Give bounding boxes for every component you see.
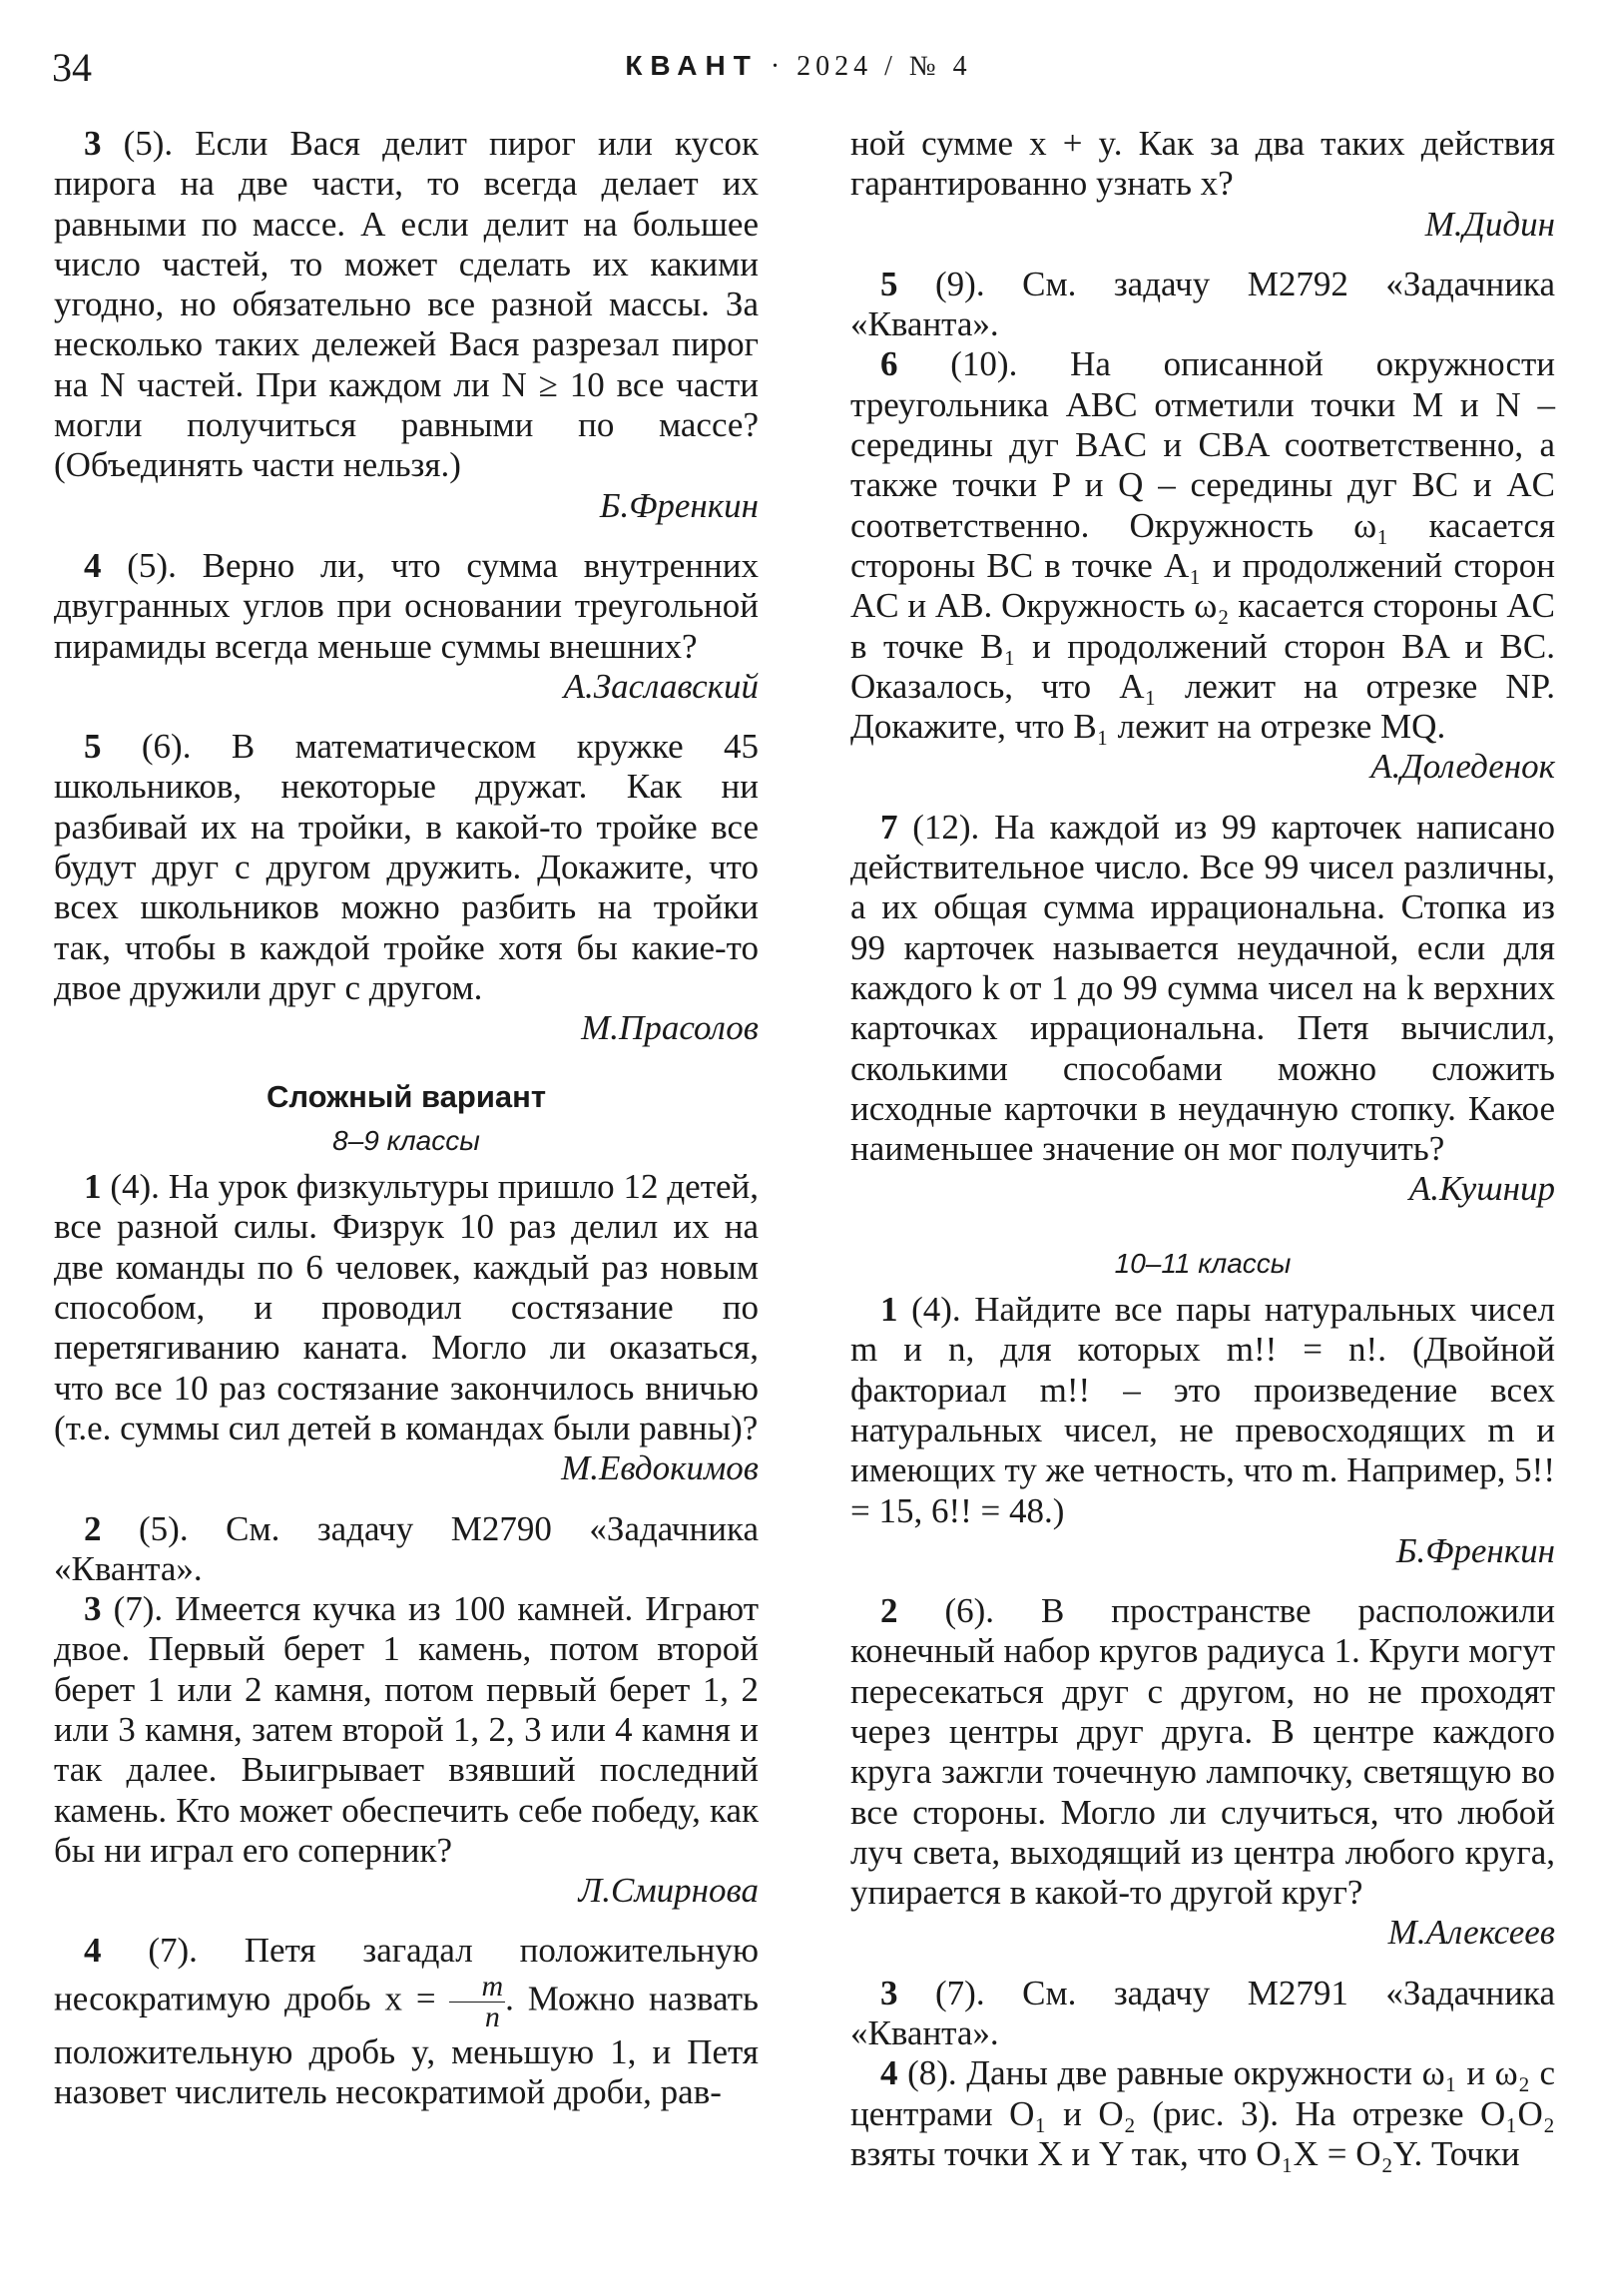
problem-text: Петя загадал положительную несократимую дробь x = (54, 1931, 760, 2018)
problem-text: Даны две равные окружности ω₁ и ω₂ с центрами O₁ и O₂ (рис. 3). На отрезке O₁O₂ взяты точки X и Y так, что O₁X = O₂Y. Точки (850, 2053, 1556, 2173)
problem-points: (7). (935, 1973, 985, 2012)
problem-points: (6). (944, 1591, 994, 1631)
problem (54, 1931, 759, 2112)
issue-number: · 2024 / № 4 (770, 51, 972, 82)
problem-text: В пространстве расположили конечный набор кругов радиуса 1. Круги могут пересекаться друг с другом, но не проходят через центры друг друга. В центре каждого круга зажгли точечную лампочку, светящую во все стороны. Могло ли случиться, что любой луч света, выходящий из центра любого круга, упирается в какой-то другой круг? (850, 1591, 1556, 1913)
problem-points: (7). (148, 1931, 198, 1971)
problem-text: На каждой из 99 карточек написано действительное число. Все 99 чисел различны, а их общая сумма иррациональна. Стопка из 99 карточек называется неудачной, если для каждого k от 1 до 99 сумма чисел на k верхних карточках иррациональна. Петя вычислил, сколькими способами можно сложить исходные карточки в неудачную стопку. Какое наименьшее значение он мог получить? (850, 807, 1555, 1169)
problem-points: (5). (123, 124, 174, 163)
problem-number: 4 (84, 545, 102, 585)
problem (54, 1589, 759, 1871)
fraction-numerator: m (449, 1972, 505, 2003)
author: А.Заславский (563, 666, 759, 706)
problem (54, 1167, 759, 1448)
problem-text: Верно ли, что сумма внутренних двугранных углов при основании треугольной пирамиды всегда меньше суммы внешних? (54, 545, 760, 666)
problem-number: 6 (880, 344, 898, 384)
problem-points: (6). (141, 727, 192, 767)
problem-text: На описанной окружности треугольника ABC отметили точки M и N – середины дуг BAC и CBA соответственно, а также точки P и Q – середины дуг BC и AC соответственно. Окружность ω₁ касается стороны BC в точке A₁ и продолжений сторон AC и AB. Окружность ω₂ касается стороны AC в точке B₁ и продолжений сторон BA и BC. Оказалось, что A₁ лежит на отрезке NP. Докажите, что B₁ лежит на отрезке MQ. (850, 344, 1556, 747)
problem-text: Найдите все пары натуральных чисел m и n, для которых m!! = n!. (Двойной факториал m!! – это произведение всех натуральных чисел, не превосходящих m и имеющих ту же четность, что m. Например, 5!! = 15, 6!! = 48.) (850, 1290, 1556, 1530)
right-column (850, 124, 1555, 2174)
problem (850, 1290, 1555, 1531)
problem-points: (4). (110, 1167, 160, 1207)
problem-number: 3 (84, 124, 102, 163)
author: Б.Френкин (599, 485, 759, 525)
problem-points: (5). (139, 1508, 189, 1548)
problem-text: В математическом кружке 45 школьников, некоторые дружат. Как ни разбивай их на тройки, в какой-то тройке все будут друг с другом дружить. Докажите, что всех школьников можно разбить на тройки так, чтобы в каждой тройке хотя бы какие-то двое дружили друг с другом. (54, 727, 760, 1007)
problem (850, 344, 1555, 747)
problem-continuation: ной сумме x + y. Как за два таких действия гарантированно узнать x? (850, 124, 1555, 204)
problem (54, 546, 759, 667)
fraction-denominator: n (484, 2000, 500, 2033)
author: М.Евдокимов (561, 1448, 759, 1488)
problem (850, 2053, 1555, 2174)
problem-number: 3 (880, 1973, 898, 2012)
author: Л.Смирнова (578, 1871, 759, 1911)
author: А.Кушнир (1408, 1169, 1555, 1209)
section-subheading: 8–9 классы (332, 1124, 480, 1156)
problem-points: (12). (912, 807, 980, 847)
author: Б.Френкин (1395, 1530, 1555, 1570)
problem-number: 5 (880, 264, 898, 303)
problem (850, 1591, 1555, 1913)
problem-text: Если Вася делит пирог или кусок пирога на две части, то всегда делает их равными по массе. А если делит на большее число частей, то может сделать их какими угодно, но обязательно все разной массы. За несколько таких дележей Вася разрезал пирог на N частей. При каждом ли N ≥ 10 все части могли получиться равными по массе? (Объединять части нельзя.) (54, 124, 760, 485)
problem-text: На урок физкультуры пришло 12 детей, все разной силы. Физрук 10 раз делил их на две команды по 6 человек, каждый раз новым способом, и проводил состязание по перетягиванию каната. Могло ли оказаться, что все 10 раз состязание закончилось вничью (т.е. суммы сил детей в командах были равны)? (54, 1167, 760, 1447)
problem-text: . Можно назвать положительную дробь y, меньшую 1, и Петя назовет числитель несократимой дроби, рав- (54, 1979, 759, 2112)
author: М.Алексеев (1387, 1913, 1555, 1953)
problem-number: 3 (84, 1589, 102, 1629)
problem-number: 4 (84, 1931, 102, 1971)
problem-text: Имеется кучка из 100 камней. Играют двое. Первый берет 1 камень, потом второй берет 1 или 2 камня, потом первый берет 1, 2 или 3 камня, затем второй 1, 2, 3 или 4 камня и так далее. Выигрывает взявший последний камень. Кто может обеспечить себе победу, как бы ни играл его соперник? (54, 1589, 760, 1870)
problem-number: 4 (880, 2053, 898, 2093)
author: М.Дидин (1424, 204, 1555, 244)
problem-points: (10). (950, 344, 1018, 384)
section-subheading: 10–11 классы (1114, 1247, 1292, 1279)
fraction (449, 1969, 505, 2033)
problem-points: (9). (935, 264, 985, 303)
problem-number: 5 (84, 727, 102, 767)
problem-points: (4). (911, 1290, 961, 1330)
left-column (54, 124, 759, 2112)
problem-points: (7). (113, 1589, 164, 1629)
problem-number: 7 (880, 807, 898, 847)
magazine-name: КВАНТ (625, 50, 759, 81)
problem (850, 265, 1555, 345)
problem-number: 2 (84, 1508, 102, 1548)
author: М.Прасолов (581, 1008, 759, 1048)
problem-text: См. задачу М2791 «Задачника «Кванта». (850, 1973, 1555, 2053)
problem (850, 1974, 1555, 2054)
problem (54, 1509, 759, 1590)
running-header (0, 50, 1597, 83)
problem (850, 808, 1555, 1170)
problem-text: См. задачу М2790 «Задачника «Кванта». (54, 1508, 759, 1588)
problem-number: 1 (84, 1167, 102, 1207)
problem (54, 727, 759, 1008)
problem-number: 2 (880, 1591, 898, 1631)
section-heading: Сложный вариант (266, 1078, 547, 1114)
page-number: 34 (52, 45, 92, 90)
problem-text: См. задачу М2792 «Задачника «Кванта». (850, 264, 1555, 344)
problem-points: (5). (127, 545, 177, 585)
problem-number: 1 (880, 1290, 898, 1330)
problem-points: (8). (907, 2053, 957, 2093)
author: А.Доледенок (1370, 747, 1555, 787)
problem (54, 124, 759, 486)
